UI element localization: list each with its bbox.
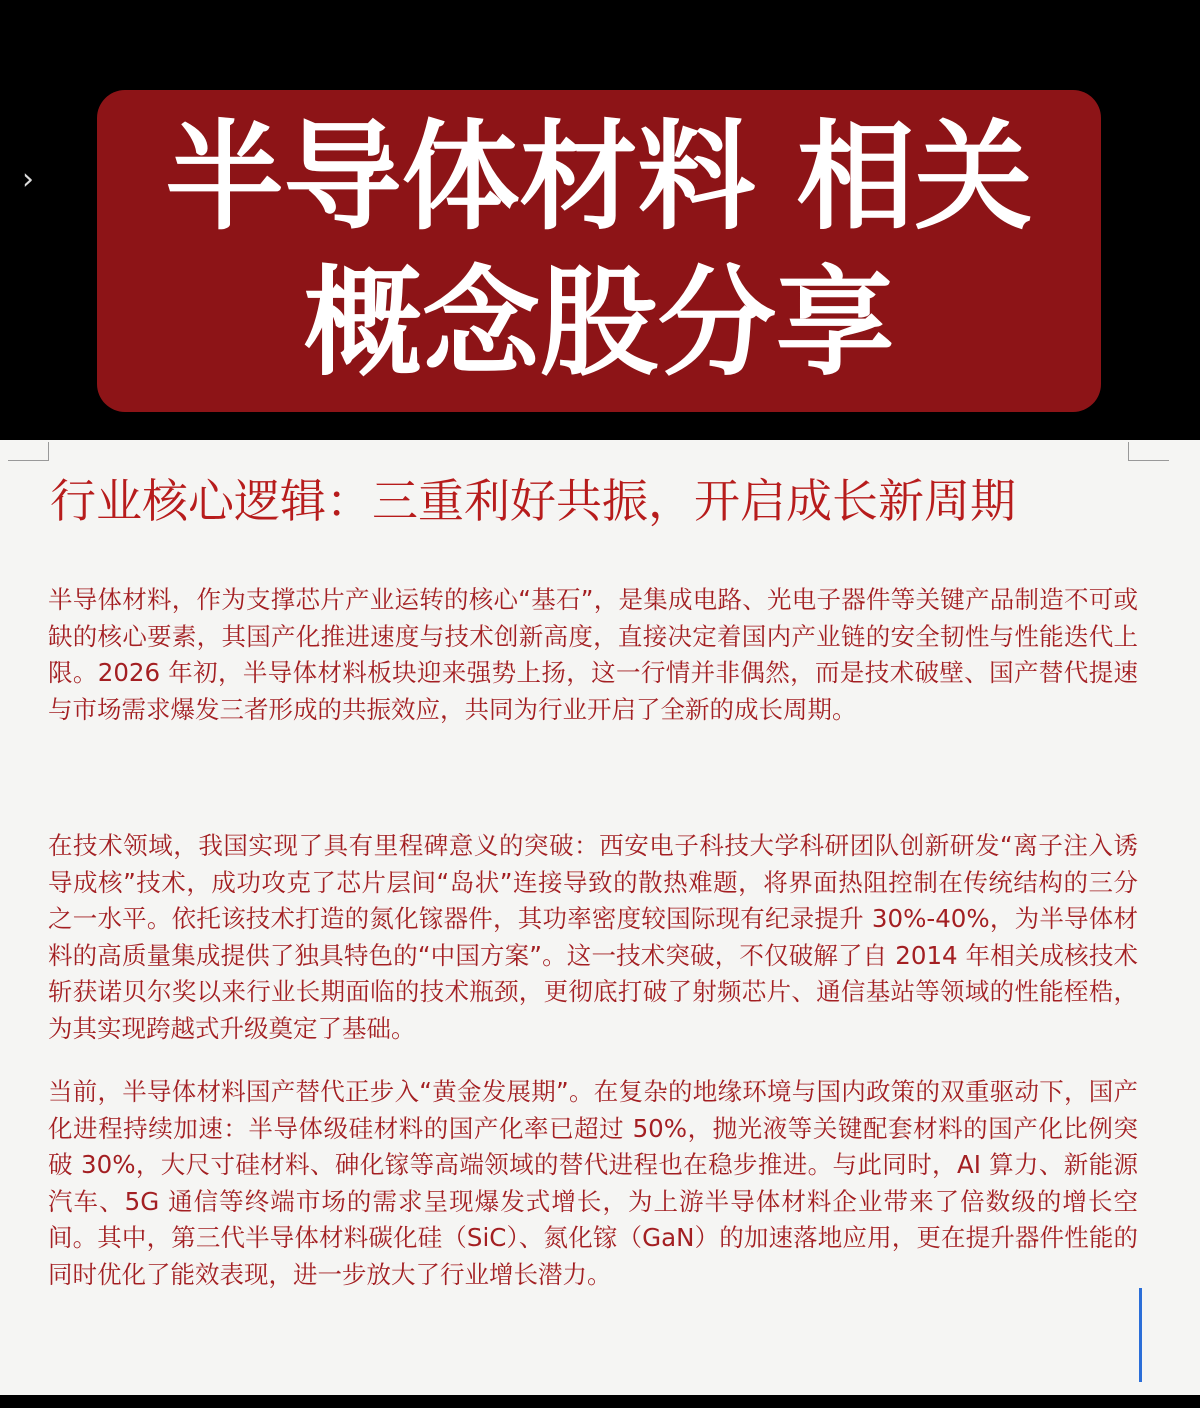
top-black-band	[0, 0, 1200, 440]
banner-title-line-2: 概念股分享	[303, 254, 894, 392]
page-corner-mark-right	[1128, 442, 1169, 461]
paragraph-localization: 当前，半导体材料国产替代正步入“黄金发展期”。在复杂的地缘环境与国内政策的双重驱动下，国产化进程持续加速：半导体级硅材料的国产化率已超过 50%，抛光液等关键配套材料的国产化比例突破 30%，大尺寸硅材料、砷化镓等高端领域的替代进程也在稳步推进。与此同时，AI 算力、新能源汽车、5G 通信等终端市场的需求呈现爆发式增长，为上游半导体材料企业带来了倍数级的增长空间。其中，第三代半导体材料碳化硅（SiC）、氮化镓（GaN）的加速落地应用，更在提升器件性能的同时优化了能效表现，进一步放大了行业增长潜力。	[48, 1077, 1138, 1289]
title-banner	[97, 90, 1101, 412]
document-page	[0, 440, 1200, 1395]
banner-title-line-1: 半导体材料 相关	[165, 108, 1033, 246]
section-heading: 行业核心逻辑：三重利好共振，开启成长新周期	[50, 474, 1016, 528]
chevron-right-icon[interactable]: ›	[22, 162, 34, 197]
paragraph-intro: 半导体材料，作为支撑芯片产业运转的核心“基石”，是集成电路、光电子器件等关键产品制造不可或缺的核心要素，其国产化推进速度与技术创新高度，直接决定着国内产业链的安全韧性与性能迭代上限。2026 年初，半导体材料板块迎来强势上扬，这一行情并非偶然，而是技术破壁、国产替代提速与市场需求爆发三者形成的共振效应，共同为行业开启了全新的成长周期。	[48, 585, 1138, 724]
bottom-black-band	[0, 1395, 1200, 1408]
paragraph-technology: 在技术领域，我国实现了具有里程碑意义的突破：西安电子科技大学科研团队创新研发“离子注入诱导成核”技术，成功攻克了芯片层间“岛状”连接导致的散热难题，将界面热阻控制在传统结构的三分之一水平。依托该技术打造的氮化镓器件，其功率密度较国际现有纪录提升 30%-40%，为半导体材料的高质量集成提供了独具特色的“中国方案”。这一技术突破，不仅破解了自 2014 年相关成核技术斩获诺贝尔奖以来行业长期面临的技术瓶颈，更彻底打破了射频芯片、通信基站等领域的性能桎梏，为其实现跨越式升级奠定了基础。	[48, 831, 1138, 1043]
text-cursor	[1139, 1288, 1142, 1382]
page-corner-mark-left	[8, 442, 49, 461]
